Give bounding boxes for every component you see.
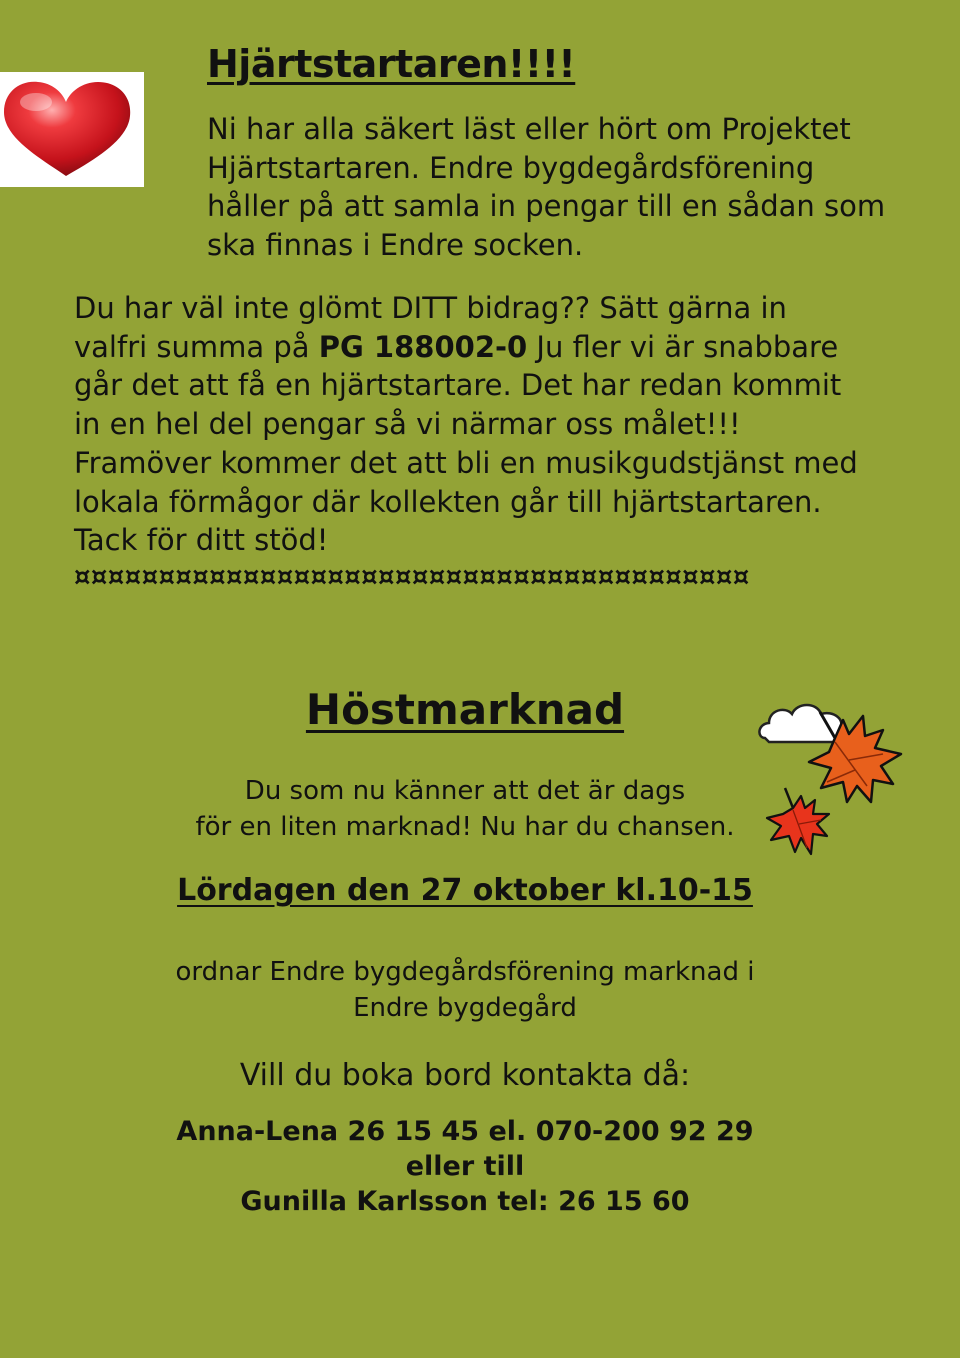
separator: ¤¤¤¤¤¤¤¤¤¤¤¤¤¤¤¤¤¤¤¤¤¤¤¤¤¤¤¤¤¤¤¤¤¤¤¤¤¤¤¤ <box>74 562 750 592</box>
contact-line: eller till <box>405 1151 525 1182</box>
body-line: lokala förmågor där kollekten går till hjärtstartaren. <box>74 484 822 519</box>
cloud-icon <box>759 705 843 742</box>
body-line: går det att få en hjärtstartare. Det har redan kommit <box>74 368 842 403</box>
heart-intro <box>207 110 927 264</box>
market-intro <box>0 773 930 845</box>
organizer-line: Endre bygdegård <box>353 993 577 1023</box>
heart-image <box>0 72 144 187</box>
market-date: Lördagen den 27 oktober kl.10-15 <box>177 873 753 908</box>
intro-line: Ni har alla säkert läst eller hört om Projektet <box>207 112 851 146</box>
body-line: Tack för ditt stöd! <box>74 523 329 558</box>
intro-line: ska finnas i Endre socken. <box>207 227 584 262</box>
body-line <box>74 328 944 367</box>
market-intro-line: Du som nu känner att det är dags <box>244 776 686 806</box>
intro-line: håller på att samla in pengar till en sådan som <box>207 189 886 223</box>
body-text: valfri summa på <box>74 329 319 364</box>
heart-body <box>74 289 944 560</box>
market-organizer <box>0 954 930 1026</box>
contact-line: Gunilla Karlsson tel: 26 15 60 <box>240 1186 690 1217</box>
contact-info <box>0 1114 930 1219</box>
pg-number: PG 188002-0 <box>318 329 528 364</box>
body-line: in en hel del pengar så vi närmar oss målet!!! <box>74 407 741 442</box>
market-title: Höstmarknad <box>305 685 625 734</box>
heart-icon <box>0 72 144 187</box>
contact-line: Anna-Lena 26 15 45 el. 070-200 92 29 <box>176 1116 754 1147</box>
body-line: Framöver kommer det att bli en musikgudstjänst med <box>74 445 858 480</box>
booking-text: Vill du boka bord kontakta då: <box>239 1058 691 1093</box>
body-text: Ju fler vi är snabbare <box>527 329 839 364</box>
market-intro-line: för en liten marknad! Nu har du chansen. <box>195 812 735 842</box>
body-line: Du har väl inte glömt DITT bidrag?? Sätt gärna in <box>74 291 787 325</box>
intro-line: Hjärtstartaren. Endre bygdegårdsförening <box>207 150 815 185</box>
heart-title: Hjärtstartaren!!!! <box>207 42 576 86</box>
organizer-line: ordnar Endre bygdegårdsförening marknad i <box>175 957 755 987</box>
